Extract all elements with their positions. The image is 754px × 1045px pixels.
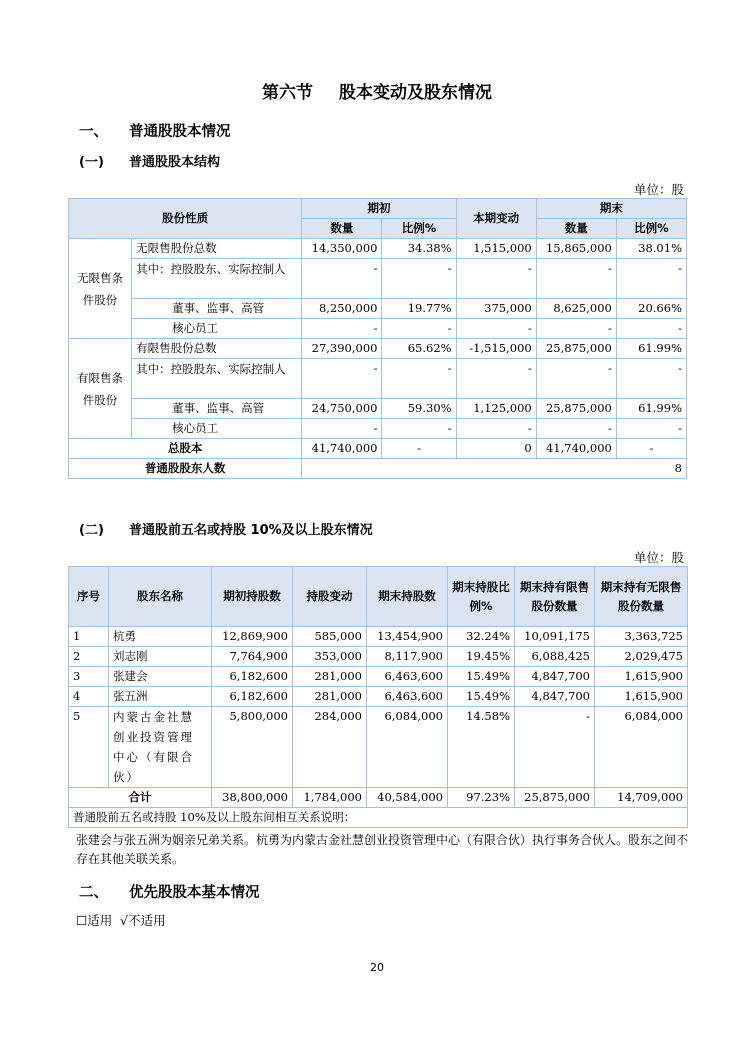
- begin-ratio: 19.77%: [382, 299, 456, 319]
- ratio: 14.58%: [448, 707, 515, 788]
- total-begin-qty: 41,740,000: [302, 439, 382, 459]
- change: -1,515,000: [456, 339, 536, 359]
- begin-ratio: 65.62%: [382, 339, 456, 359]
- begin: 5,800,000: [212, 707, 293, 788]
- table-row: [69, 647, 688, 667]
- holder-name: 张建会: [109, 667, 212, 687]
- header-unrestricted: 期末持有无限售股份数量: [595, 567, 688, 627]
- section-heading: 股本变动及股东情况: [339, 83, 492, 103]
- total-end-ratio: -: [616, 439, 686, 459]
- end-qty: 8,625,000: [536, 299, 616, 319]
- header-ratio: 期末持股比例%: [448, 567, 515, 627]
- end-qty: -: [536, 419, 616, 439]
- begin-qty: -: [302, 359, 382, 399]
- total-begin: 38,800,000: [212, 788, 293, 808]
- header-begin-qty: 数量: [302, 219, 382, 239]
- header-begin-ratio: 比例%: [382, 219, 456, 239]
- holder-name: 刘志刚: [109, 647, 212, 667]
- begin: 6,182,600: [212, 687, 293, 707]
- end-ratio: -: [616, 359, 686, 399]
- total-end: 40,584,000: [367, 788, 448, 808]
- holder-name: 内蒙古金社慧创业投资管理中心（有限合伙）: [109, 707, 212, 788]
- header-end: 期末持股数: [367, 567, 448, 627]
- end-ratio: -: [616, 419, 686, 439]
- change: 353,000: [293, 647, 367, 667]
- total-unrestricted: 14,709,000: [595, 788, 688, 808]
- heading-common-stock: [79, 120, 231, 141]
- begin: 12,869,900: [212, 627, 293, 647]
- seq: 4: [69, 687, 109, 707]
- seq: 1: [69, 627, 109, 647]
- header-restricted: 期末持有限售股份数量: [515, 567, 595, 627]
- ratio: 19.45%: [448, 647, 515, 667]
- total-change: 1,784,000: [293, 788, 367, 808]
- begin-qty: 24,750,000: [302, 399, 382, 419]
- heading-num: (二): [79, 523, 104, 538]
- header-change: 本期变动: [456, 199, 536, 239]
- not-applicable-checkbox: √不适用: [120, 913, 166, 928]
- ratio: 15.49%: [448, 687, 515, 707]
- unrestricted: 6,084,000: [595, 707, 688, 788]
- holder-name: 杭勇: [109, 627, 212, 647]
- ratio: 15.49%: [448, 667, 515, 687]
- top-shareholders-table: [68, 566, 688, 828]
- restricted: 4,847,700: [515, 667, 595, 687]
- restricted: 10,091,175: [515, 627, 595, 647]
- begin-qty: 27,390,000: [302, 339, 382, 359]
- begin-ratio: 59.30%: [382, 399, 456, 419]
- section-number: 第六节: [262, 83, 313, 103]
- change: 284,000: [293, 707, 367, 788]
- heading-text: 普通股前五名或持股 10%及以上股东情况: [129, 523, 373, 538]
- heading-text: 优先股股本基本情况: [129, 885, 260, 901]
- total-end-qty: 41,740,000: [536, 439, 616, 459]
- end-qty: 25,875,000: [536, 339, 616, 359]
- end-qty: -: [536, 319, 616, 339]
- change: -: [456, 319, 536, 339]
- header-change: 持股变动: [293, 567, 367, 627]
- begin-ratio: -: [382, 419, 456, 439]
- end-qty: -: [536, 359, 616, 399]
- row-name: 核心员工: [132, 319, 302, 339]
- begin-qty: 8,250,000: [302, 299, 382, 319]
- end: 13,454,900: [367, 627, 448, 647]
- total-label: 合计: [69, 788, 212, 808]
- begin: 6,182,600: [212, 667, 293, 687]
- heading-text: 普通股股本结构: [129, 155, 221, 170]
- group-label: 无限售条件股份: [69, 239, 132, 339]
- share-structure-table: [68, 198, 687, 479]
- heading-num: 一、: [79, 124, 108, 140]
- begin-qty: -: [302, 419, 382, 439]
- total-label: 总股本: [69, 439, 302, 459]
- begin-qty: -: [302, 319, 382, 339]
- end-ratio: 38.01%: [616, 239, 686, 259]
- seq: 3: [69, 667, 109, 687]
- end-qty: -: [536, 259, 616, 299]
- change: -: [456, 359, 536, 399]
- unit-label: 单位：股: [633, 182, 684, 197]
- restricted: 6,088,425: [515, 647, 595, 667]
- begin-ratio: -: [382, 359, 456, 399]
- change: 585,000: [293, 627, 367, 647]
- change: 281,000: [293, 667, 367, 687]
- header-end-qty: 数量: [536, 219, 616, 239]
- table-row: [69, 687, 688, 707]
- begin-qty: 14,350,000: [302, 239, 382, 259]
- end: 6,084,000: [367, 707, 448, 788]
- ratio: 32.24%: [448, 627, 515, 647]
- total-begin-ratio: -: [382, 439, 456, 459]
- relation-text: 张建会与张五洲为姻亲兄弟关系。杭勇为内蒙古金社慧创业投资管理中心（有限合伙）执行事务合伙人。股东之间不存在其他关联关系。: [76, 833, 689, 866]
- heading-preferred: [79, 881, 260, 902]
- header-nature: 股份性质: [69, 199, 302, 239]
- table-row: [69, 707, 688, 788]
- unrestricted: 1,615,900: [595, 687, 688, 707]
- change: -: [456, 419, 536, 439]
- seq: 2: [69, 647, 109, 667]
- end: 6,463,600: [367, 687, 448, 707]
- end: 8,117,900: [367, 647, 448, 667]
- unrestricted: 3,363,725: [595, 627, 688, 647]
- header-begin: 期初: [302, 199, 456, 219]
- change: 375,000: [456, 299, 536, 319]
- begin: 7,764,900: [212, 647, 293, 667]
- heading-num: 二、: [79, 885, 108, 901]
- end-ratio: -: [616, 259, 686, 299]
- header-seq: 序号: [69, 567, 109, 627]
- holder-name: 张五洲: [109, 687, 212, 707]
- end-qty: 15,865,000: [536, 239, 616, 259]
- begin-ratio: -: [382, 259, 456, 299]
- relation-label: 普通股前五名或持股 10%及以上股东间相互关系说明：: [69, 808, 688, 828]
- change: 1,125,000: [456, 399, 536, 419]
- header-end: 期末: [536, 199, 686, 219]
- table-row: [69, 667, 688, 687]
- row-name: 核心员工: [132, 419, 302, 439]
- end-ratio: 61.99%: [616, 339, 686, 359]
- row-name: 董事、监事、高管: [132, 299, 302, 319]
- header-name: 股东名称: [109, 567, 212, 627]
- holders-label: 普通股股东人数: [69, 459, 302, 479]
- heading-text: 普通股股本情况: [129, 124, 231, 140]
- row-name: 有限售股份总数: [132, 339, 302, 359]
- begin-ratio: 34.38%: [382, 239, 456, 259]
- total-restricted: 25,875,000: [515, 788, 595, 808]
- row-name: 董事、监事、高管: [132, 399, 302, 419]
- total-change: 0: [456, 439, 536, 459]
- end-ratio: -: [616, 319, 686, 339]
- change: 281,000: [293, 687, 367, 707]
- row-name: 其中：控股股东、实际控制人: [132, 259, 302, 299]
- total-ratio: 97.23%: [448, 788, 515, 808]
- change: -: [456, 259, 536, 299]
- unrestricted: 2,029,475: [595, 647, 688, 667]
- heading-num: (一): [79, 155, 104, 170]
- applicability: [76, 911, 166, 929]
- applicable-checkbox: ☐适用: [76, 913, 113, 928]
- header-begin: 期初持股数: [212, 567, 293, 627]
- group-label: 有限售条件股份: [69, 339, 132, 439]
- begin-ratio: -: [382, 319, 456, 339]
- restricted: -: [515, 707, 595, 788]
- holders-value: 8: [302, 459, 687, 479]
- row-name: 无限售股份总数: [132, 239, 302, 259]
- unrestricted: 1,615,900: [595, 667, 688, 687]
- heading-structure: [79, 151, 221, 170]
- heading-top5: [79, 519, 373, 538]
- end-ratio: 61.99%: [616, 399, 686, 419]
- end-qty: 25,875,000: [536, 399, 616, 419]
- end: 6,463,600: [367, 667, 448, 687]
- begin-qty: -: [302, 259, 382, 299]
- change: 1,515,000: [456, 239, 536, 259]
- section-title: [0, 78, 754, 103]
- restricted: 4,847,700: [515, 687, 595, 707]
- unit-label: 单位：股: [633, 550, 684, 565]
- table-row: [69, 627, 688, 647]
- end-ratio: 20.66%: [616, 299, 686, 319]
- row-name: 其中：控股股东、实际控制人: [132, 359, 302, 399]
- page-number: 20: [370, 961, 384, 974]
- header-end-ratio: 比例%: [616, 219, 686, 239]
- seq: 5: [69, 707, 109, 788]
